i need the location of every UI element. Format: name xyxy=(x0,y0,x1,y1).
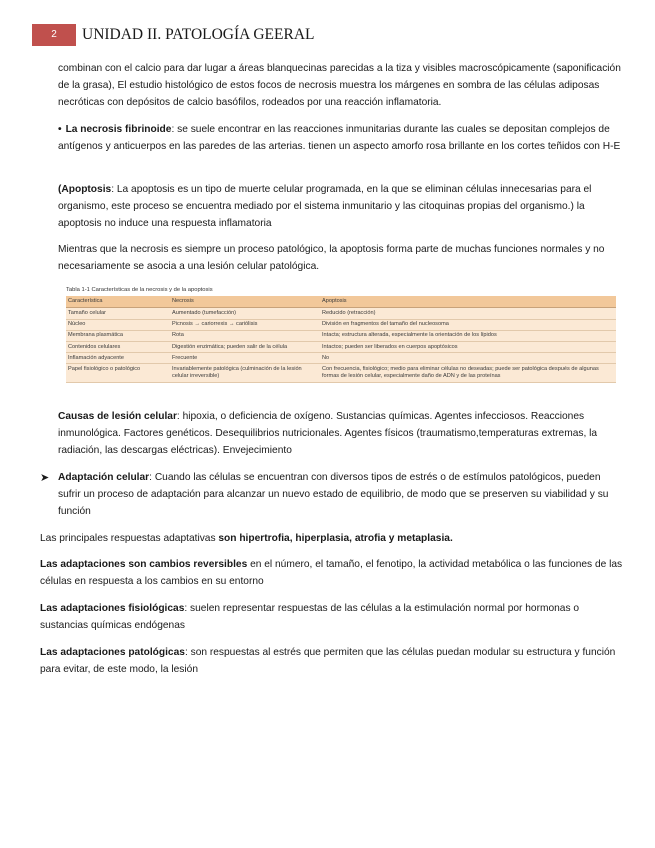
paragraph-fibrinoid-necrosis: • La necrosis fibrinoide: se suele encontrar en las reacciones inmunitarias durante las cuales se depositan complejos de antígenos y anticuerpos en las paredes de las arterias. tienen un aspecto amorfo rosa brillante en los cortes teñidos con H-E xyxy=(58,124,621,152)
table-row xyxy=(66,342,616,353)
necrosis-apoptosis-table xyxy=(66,287,616,383)
paragraph-cell-adaptation: Adaptación celular: Cuando las células se encuentran con diversos tipos de estrés o de estímulos patológicos, pueden sufrir un proceso de adaptación para alcanzar un nuevo estado de equilibrio, de modo que se preserven su viabilidad y su función xyxy=(58,472,609,517)
term-reversible: Las adaptaciones son cambios reversibles xyxy=(40,559,248,570)
table-cell: Invariablemente patológica (culminación de la lesión celular irreversible) xyxy=(170,364,320,382)
table-cell: Núcleo xyxy=(66,319,170,330)
table-caption: Tabla 1-1 Características de la necrosis y de la apoptosis xyxy=(66,287,213,293)
table-row xyxy=(66,319,616,330)
term-pathological: Las adaptaciones patológicas xyxy=(40,647,185,658)
arrow-bullet-icon: ➤ xyxy=(40,472,50,484)
term-fibrinoid: La necrosis fibrinoide xyxy=(65,124,172,135)
paragraph-reversible-changes: Las adaptaciones son cambios reversibles en el número, el tamaño, el fenotipo, la actividad metabólica o las funciones de las células en respuesta a los cambios en su entorno xyxy=(40,559,623,587)
paragraph-apoptosis: (Apoptosis: La apoptosis es un tipo de muerte celular programada, en la que se eliminan células innecesarias para el organismo, este proceso se encuentra mediado por el sistema inmunitario y las citoquinas propias del organismo.) la apoptosis no induce una respuesta inflamatoria xyxy=(58,184,592,229)
paragraph-fat-necrosis: combinan con el calcio para dar lugar a áreas blanquecinas parecidas a la tiza y visibles macroscópicamente (saponificación de la grasa), El estudio histológico de estos focos de necrosis muestra los márgenes en sombra de las células adiposas necróticas con depósitos de calcio basófilos, rodeados por una reacción inflamatoria. xyxy=(58,63,621,108)
table-cell: División en fragmentos del tamaño del nucleosoma xyxy=(320,319,616,330)
term-physiological: Las adaptaciones fisiológicas xyxy=(40,603,185,614)
paragraph-causes: Causas de lesión celular: hipoxia, o deficiencia de oxígeno. Sustancias químicas. Agentes infecciosos. Reacciones inmunológica. Factores genéticos. Desequilibrios nutricionales. Agentes físicos (traumatismo,temperaturas extremas, la radiación, las descargas eléctricas). Envejecimiento xyxy=(58,411,598,456)
table-cell: Inflamación adyacente xyxy=(66,353,170,364)
term-adaptation: Adaptación celular xyxy=(58,472,150,483)
table-cell: Papel fisiológico o patológico xyxy=(66,364,170,382)
bullet-icon: • xyxy=(58,124,62,135)
table-cell: Rota xyxy=(170,330,320,341)
table-header-cell: Característica xyxy=(66,296,170,308)
page-number: 2 xyxy=(32,24,76,46)
table-cell: Intacta; estructura alterada, especialmente la orientación de los lípidos xyxy=(320,330,616,341)
table-cell: Digestión enzimática; pueden salir de la célula xyxy=(170,342,320,353)
table-cell: Aumentado (tumefacción) xyxy=(170,308,320,319)
page-title: UNIDAD II. PATOLOGÍA GEERAL xyxy=(82,26,315,43)
table-row xyxy=(66,330,616,341)
table-cell: No xyxy=(320,353,616,364)
table-header-cell: Necrosis xyxy=(170,296,320,308)
table-cell: Membrana plasmática xyxy=(66,330,170,341)
paragraph-physiological: Las adaptaciones fisiológicas: suelen representar respuestas de las células a la estimulación normal por hormonas o sustancias químicas endógenas xyxy=(40,603,580,631)
table-row xyxy=(66,364,616,382)
term-apoptosis: (Apoptosis xyxy=(58,184,112,195)
paragraph-necrosis-vs-apoptosis: Mientras que la necrosis es siempre un proceso patológico, la apoptosis forma parte de muchas funciones normales y no necesariamente se asocia a una lesión celular patológica. xyxy=(58,244,605,272)
paragraph-main-responses: Las principales respuestas adaptativas son hipertrofia, hiperplasia, atrofia y metaplasia. xyxy=(40,533,453,544)
table-row xyxy=(66,353,616,364)
table-cell: Contenidos celulares xyxy=(66,342,170,353)
table-header-cell: Apoptosis xyxy=(320,296,616,308)
table-cell: Intactos; pueden ser liberados en cuerpos apoptósicos xyxy=(320,342,616,353)
term-responses: son hipertrofia, hiperplasia, atrofia y metaplasia. xyxy=(218,533,453,544)
paragraph-pathological: Las adaptaciones patológicas: son respuestas al estrés que permiten que las células puedan modular su estructura y función para evitar, de este modo, la lesión xyxy=(40,647,616,675)
table-cell: Con frecuencia, fisiológico; medio para eliminar células no deseadas; puede ser patológica después de algunas formas de lesión celular, especialmente daño de ADN y de las proteínas xyxy=(320,364,616,382)
table-cell: Tamaño celular xyxy=(66,308,170,319)
table-cell: Picnosis → cariorrexis → cariólisis xyxy=(170,319,320,330)
term-causes: Causas de lesión celular xyxy=(58,411,177,422)
table-cell: Frecuente xyxy=(170,353,320,364)
table-row xyxy=(66,308,616,319)
table-cell: Reducido (retracción) xyxy=(320,308,616,319)
table-header-row xyxy=(66,296,616,308)
